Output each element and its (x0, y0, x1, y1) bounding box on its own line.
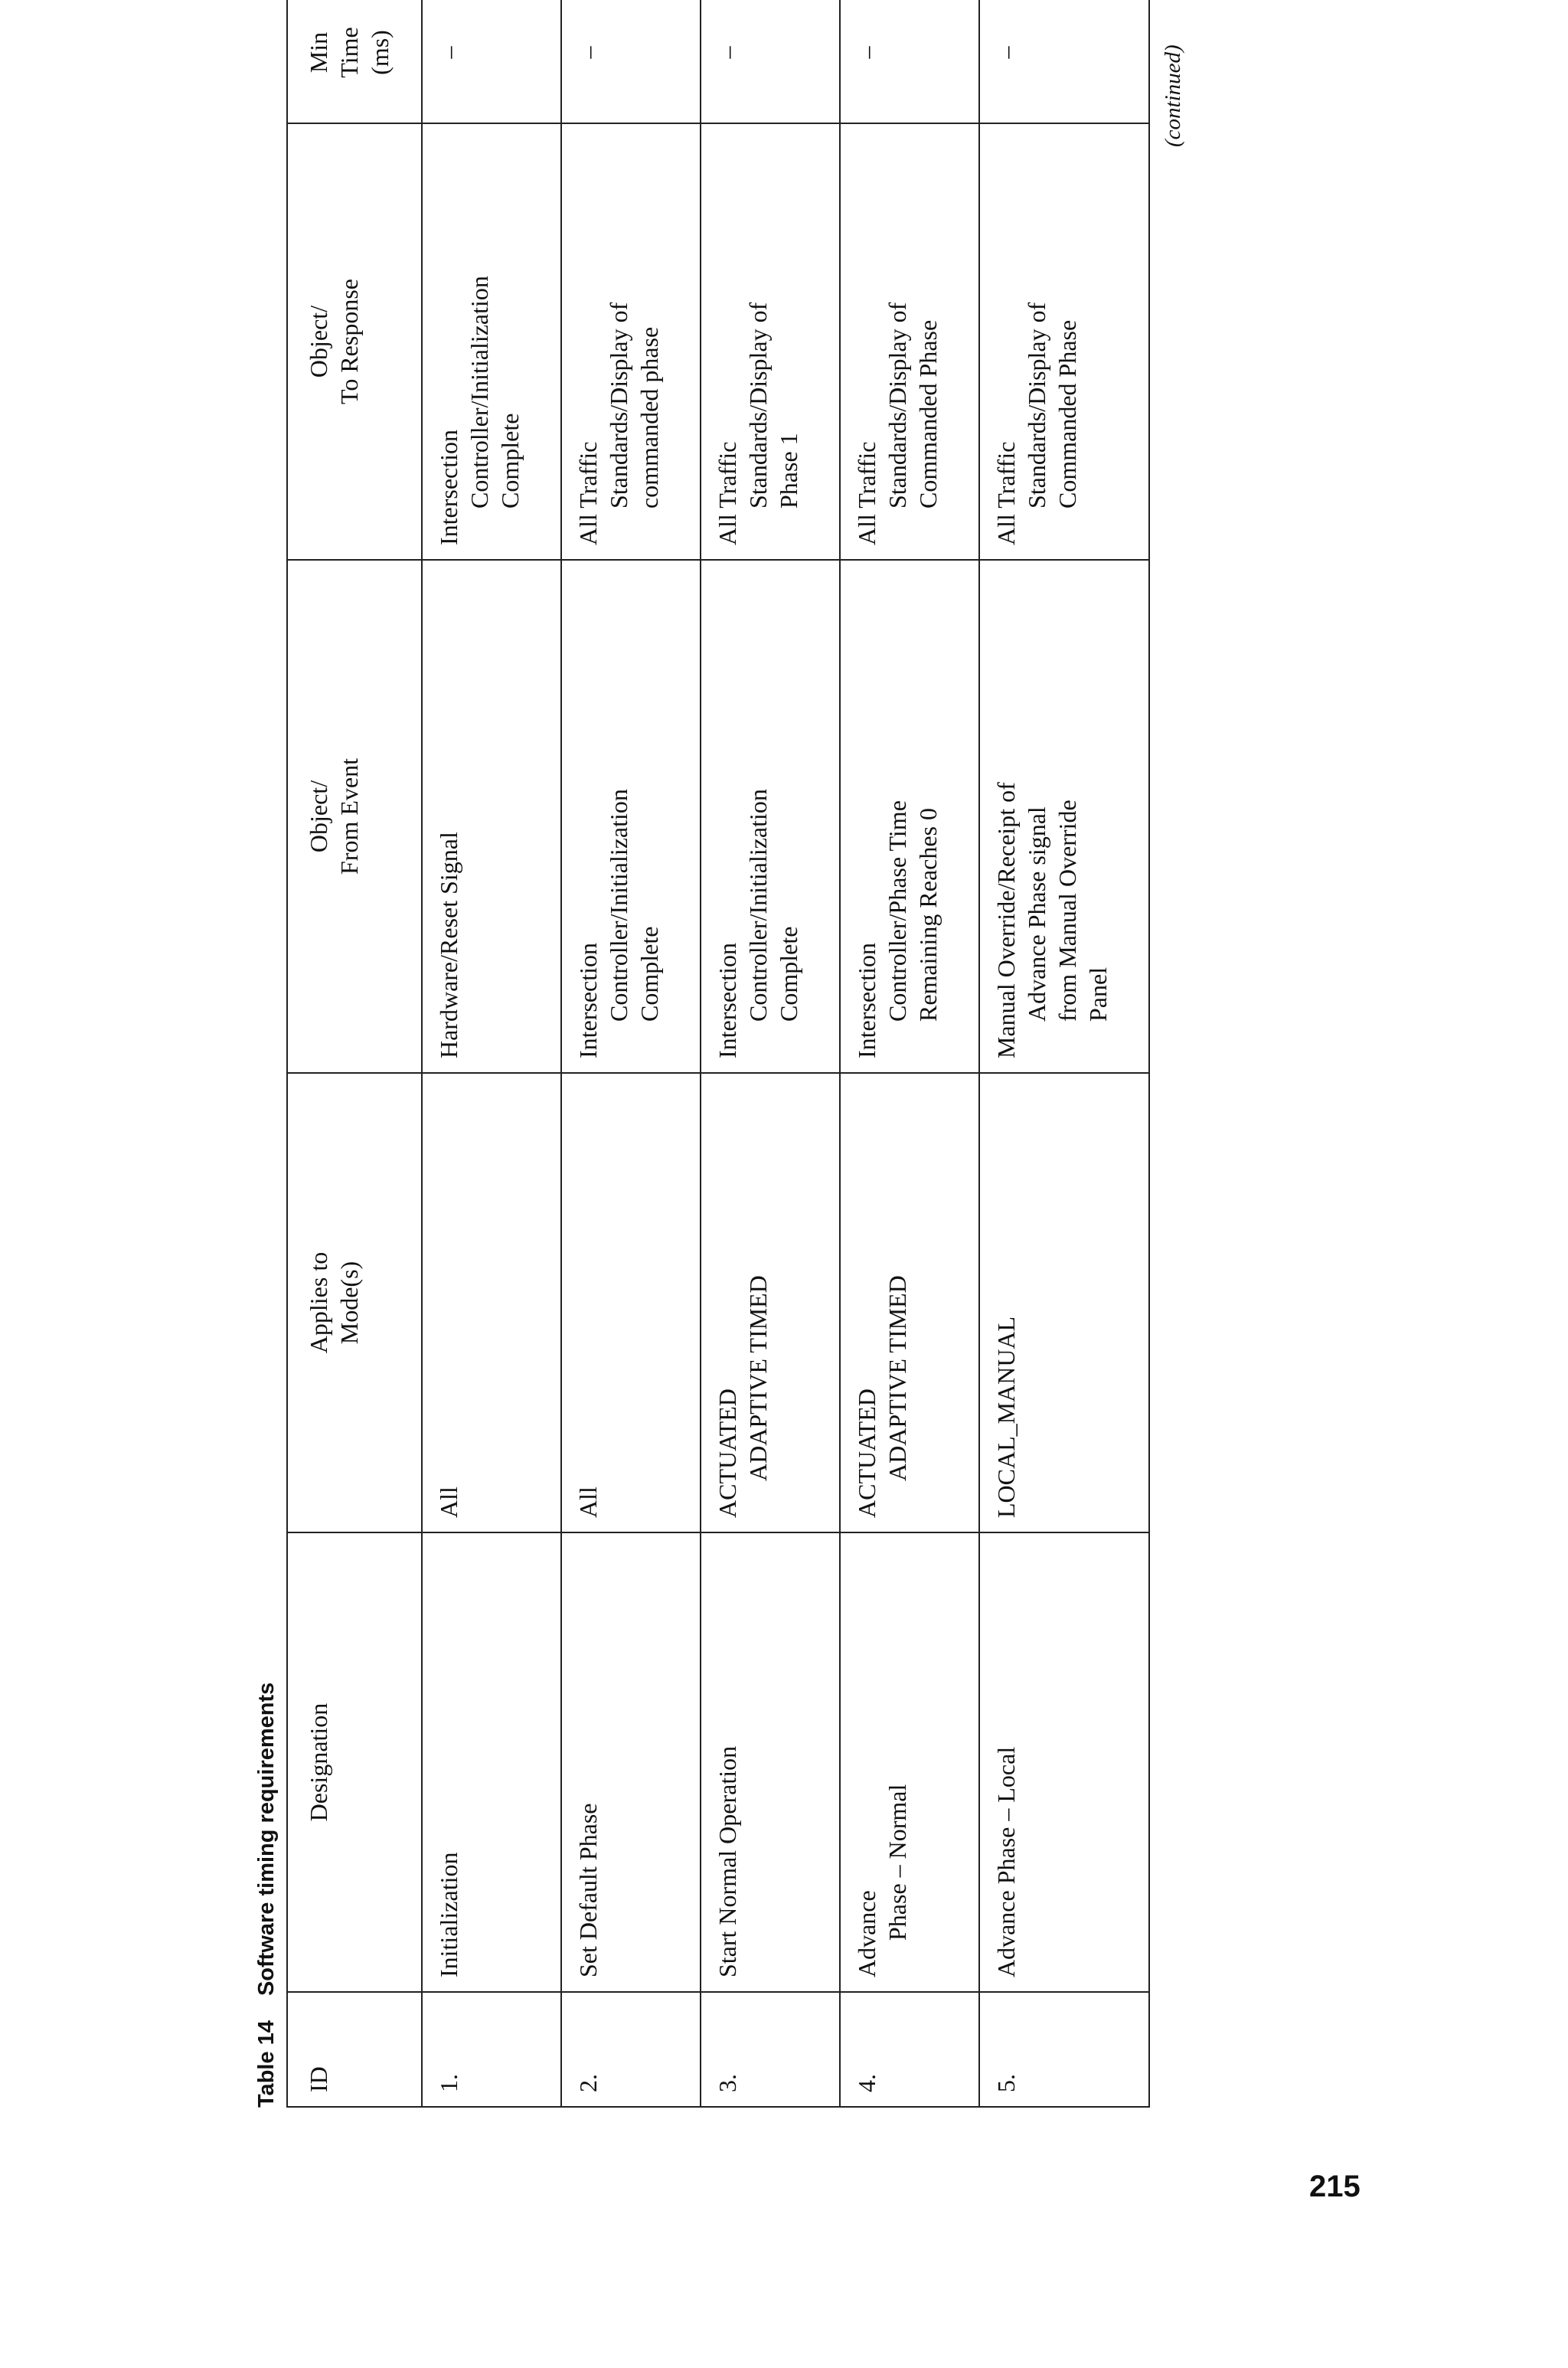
cell-line: Intersection (435, 429, 462, 545)
table-label: Table 14 (254, 2020, 279, 2108)
header-to-response: Object/ To Response (287, 123, 422, 560)
cell-from-event (701, 560, 840, 1073)
cell-line: Panel (1084, 966, 1112, 1022)
cell-line: Set Default Phase (574, 1803, 602, 1977)
cell-line: All Traffic (574, 441, 602, 545)
cell-modes (561, 1073, 701, 1532)
cell-line: Controller/Initialization (466, 276, 493, 509)
cell-id: 1. (422, 1992, 561, 2107)
cell-min-time: – (840, 0, 979, 123)
cell-modes (701, 1073, 840, 1532)
cell-designation (701, 1532, 840, 1992)
cell-line: Phase 1 (775, 433, 802, 509)
table-row (840, 0, 979, 2107)
header-modes: Applies to Mode(s) (287, 1073, 422, 1532)
cell-line: commanded phase (635, 326, 663, 509)
header-min-time: Min Time (ms) (287, 0, 422, 123)
table-row (701, 0, 840, 2107)
cell-line: ACTUATED (853, 1388, 880, 1518)
cell-min-time: – (979, 0, 1149, 123)
cell-to-response (840, 123, 979, 560)
cell-from-event (840, 560, 979, 1073)
cell-id: 4. (840, 1992, 979, 2107)
cell-line: Commanded Phase (1054, 319, 1081, 509)
cell-line: ACTUATED (714, 1388, 741, 1518)
table-row (422, 0, 561, 2107)
page-number: 215 (1309, 2170, 1361, 2203)
cell-min-time: – (561, 0, 701, 123)
cell-line: Complete (635, 926, 663, 1022)
rotated-page-content (253, 0, 1194, 2108)
cell-from-event (422, 560, 561, 1073)
table-title: Software timing requirements (254, 1682, 279, 1997)
cell-line: Intersection (714, 942, 741, 1058)
cell-id: 3. (701, 1992, 840, 2107)
cell-line: Intersection (853, 942, 880, 1058)
table-row (979, 0, 1149, 2107)
header-designation: Designation (287, 1532, 422, 1992)
cell-line: Standards/Display of (744, 302, 772, 509)
cell-line: Controller/Initialization (744, 789, 772, 1022)
cell-line: Advance Phase signal (1023, 806, 1050, 1022)
cell-line: Manual Override/Receipt of (992, 782, 1020, 1058)
cell-id: 5. (979, 1992, 1149, 2107)
cell-min-time: – (701, 0, 840, 123)
cell-min-time: – (422, 0, 561, 123)
cell-line: Complete (496, 413, 524, 509)
cell-line: Standards/Display of (605, 302, 632, 509)
cell-line: All Traffic (992, 441, 1020, 545)
cell-line: Intersection (574, 942, 602, 1058)
cell-line: All Traffic (853, 441, 880, 545)
cell-designation (422, 1532, 561, 1992)
cell-to-response (422, 123, 561, 560)
cell-line: Controller/Initialization (605, 789, 632, 1022)
timing-requirements-table (286, 0, 1150, 2108)
cell-line: Initialization (435, 1852, 462, 1977)
cell-modes (422, 1073, 561, 1532)
cell-line: Remaining Reaches 0 (914, 807, 942, 1022)
header-id: ID (287, 1992, 422, 2107)
cell-designation (979, 1532, 1149, 1992)
cell-line: Standards/Display of (884, 302, 911, 509)
cell-line: Commanded Phase (914, 319, 942, 509)
cell-modes (979, 1073, 1149, 1532)
cell-to-response (561, 123, 701, 560)
cell-from-event (979, 560, 1149, 1073)
cell-line: ADAPTIVE TIMED (884, 1275, 911, 1481)
cell-to-response (701, 123, 840, 560)
cell-line: ADAPTIVE TIMED (744, 1275, 772, 1481)
cell-designation (561, 1532, 701, 1992)
cell-modes (840, 1073, 979, 1532)
cell-line: Complete (775, 926, 802, 1022)
cell-line: from Manual Override (1054, 800, 1081, 1022)
continued-note: (continued) (1161, 44, 1185, 147)
cell-line: All (574, 1487, 602, 1518)
cell-id: 2. (561, 1992, 701, 2107)
cell-line: Start Normal Operation (714, 1745, 741, 1977)
cell-line: LOCAL_MANUAL (992, 1316, 1020, 1518)
cell-to-response (979, 123, 1149, 560)
cell-line: Advance (853, 1890, 880, 1977)
table-caption (253, 1683, 283, 2108)
header-from-event: Object/ From Event (287, 560, 422, 1073)
cell-line: All (435, 1487, 462, 1518)
cell-line: Advance Phase – Local (992, 1746, 1020, 1977)
table-body (422, 0, 1149, 2107)
table-row (561, 0, 701, 2107)
cell-line: Standards/Display of (1023, 302, 1050, 509)
cell-from-event (561, 560, 701, 1073)
cell-line: All Traffic (714, 441, 741, 545)
cell-line: Hardware/Reset Signal (435, 832, 462, 1058)
cell-designation (840, 1532, 979, 1992)
cell-line: Phase – Normal (884, 1784, 911, 1941)
table-header-row (287, 0, 422, 2107)
cell-line: Controller/Phase Time (884, 800, 911, 1022)
